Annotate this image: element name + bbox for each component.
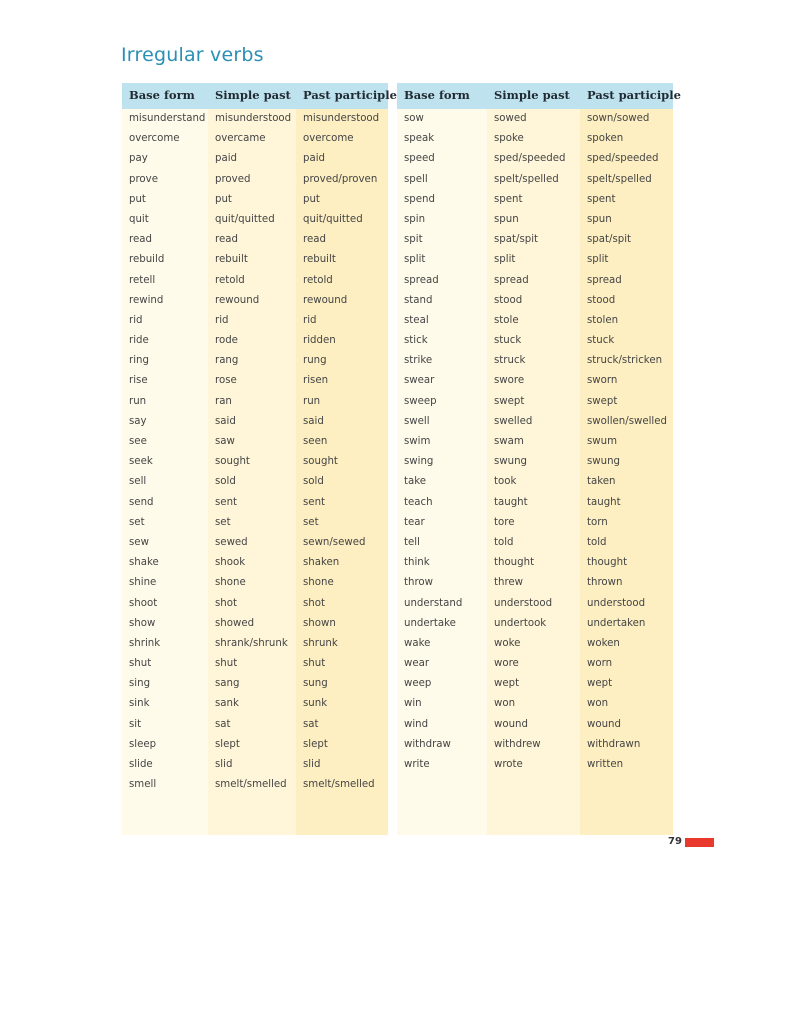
table-row <box>397 474 673 494</box>
past-participle-cell: split <box>587 254 609 266</box>
header-base-form: Base form <box>404 88 470 102</box>
simple-past-cell: stole <box>494 314 519 326</box>
table-row <box>397 515 673 535</box>
simple-past-cell: overcame <box>215 133 266 145</box>
simple-past-cell: spun <box>494 213 519 225</box>
past-participle-cell: sown/sowed <box>587 113 650 124</box>
table-row <box>122 151 388 171</box>
base-form-cell: split <box>404 254 426 266</box>
base-form-cell: shake <box>129 557 159 569</box>
base-form-cell: slide <box>129 759 153 770</box>
table-row <box>122 333 388 353</box>
past-participle-cell: told <box>587 536 607 548</box>
past-participle-cell: risen <box>303 375 329 387</box>
base-form-cell: rid <box>129 314 143 326</box>
base-form-cell: spend <box>404 193 435 205</box>
table-row <box>122 172 388 192</box>
simple-past-cell: put <box>215 193 232 205</box>
base-form-cell: wind <box>404 718 429 730</box>
table-row <box>397 353 673 373</box>
simple-past-cell: read <box>215 234 238 246</box>
base-form-cell: strike <box>404 355 433 367</box>
base-form-cell: sink <box>129 698 150 710</box>
past-participle-cell: swung <box>587 456 621 468</box>
past-participle-cell: shut <box>303 658 326 670</box>
table-row <box>122 414 388 434</box>
base-form-cell: tell <box>404 536 420 548</box>
base-form-cell: wake <box>404 637 431 649</box>
past-participle-cell: sunk <box>303 698 328 710</box>
past-participle-cell: taught <box>587 496 621 508</box>
table-row <box>122 535 388 555</box>
table-row <box>122 192 388 212</box>
base-form-cell: wear <box>404 658 430 670</box>
table-row <box>122 575 388 595</box>
table-row <box>397 454 673 474</box>
past-participle-cell: sold <box>303 476 324 488</box>
past-participle-cell: written <box>587 759 624 770</box>
simple-past-cell: spelt/spelled <box>494 173 559 185</box>
simple-past-cell: rebuilt <box>215 254 248 266</box>
simple-past-cell: sang <box>215 678 240 690</box>
table-row <box>122 555 388 575</box>
past-participle-cell: sat <box>303 718 319 730</box>
table-row <box>122 737 388 757</box>
table-row <box>122 515 388 535</box>
past-participle-cell: put <box>303 193 320 205</box>
table-row <box>397 151 673 171</box>
simple-past-cell: shook <box>215 557 246 569</box>
base-form-cell: overcome <box>129 133 180 145</box>
table-row <box>122 696 388 716</box>
base-form-cell: say <box>129 415 147 427</box>
simple-past-cell: wore <box>494 658 519 670</box>
simple-past-cell: thought <box>494 557 535 569</box>
simple-past-cell: took <box>494 476 517 488</box>
table-row <box>122 373 388 393</box>
base-form-cell: shine <box>129 577 157 589</box>
table-row <box>122 777 388 797</box>
table-row <box>397 636 673 656</box>
past-participle-cell: stolen <box>587 314 619 326</box>
table-row <box>397 737 673 757</box>
table-row <box>122 131 388 151</box>
base-form-cell: spit <box>404 234 423 246</box>
base-form-cell: swing <box>404 456 434 468</box>
past-participle-cell: wound <box>587 718 621 730</box>
simple-past-cell: sped/speeded <box>494 153 566 165</box>
table-row <box>397 111 673 131</box>
table-row <box>397 575 673 595</box>
past-participle-cell: stuck <box>587 335 615 347</box>
table-header <box>122 83 397 109</box>
simple-past-cell: taught <box>494 496 528 508</box>
base-form-cell: send <box>129 496 154 508</box>
table-row <box>397 273 673 293</box>
simple-past-cell: shrank/shrunk <box>215 637 288 649</box>
base-form-cell: run <box>129 395 147 407</box>
base-form-cell: steal <box>404 314 429 326</box>
table-body <box>122 111 388 797</box>
header-past-participle: Past participle <box>303 88 397 102</box>
base-form-cell: weep <box>404 678 432 690</box>
page-title: Irregular verbs <box>121 44 264 66</box>
table-row <box>397 434 673 454</box>
past-participle-cell: swum <box>587 436 618 447</box>
base-form-cell: swear <box>404 375 435 387</box>
header-base-form: Base form <box>129 88 195 102</box>
past-participle-cell: slid <box>303 759 321 770</box>
base-form-cell: speak <box>404 133 435 145</box>
base-form-cell: sow <box>404 113 424 124</box>
past-participle-cell: shot <box>303 597 325 609</box>
past-participle-cell: paid <box>303 153 326 165</box>
base-form-cell: sell <box>129 476 147 488</box>
past-participle-cell: torn <box>587 516 608 528</box>
base-form-cell: spin <box>404 213 426 225</box>
past-participle-cell: rewound <box>303 294 348 306</box>
simple-past-cell: swore <box>494 375 525 387</box>
simple-past-cell: shut <box>215 658 238 670</box>
simple-past-cell: slept <box>215 738 240 750</box>
simple-past-cell: wept <box>494 678 520 690</box>
header-past-participle: Past participle <box>587 88 681 102</box>
base-form-cell: rebuild <box>129 254 165 266</box>
table-row <box>397 495 673 515</box>
base-form-cell: swim <box>404 436 431 447</box>
table-row <box>122 232 388 252</box>
table-row <box>122 636 388 656</box>
table-row <box>397 212 673 232</box>
base-form-cell: set <box>129 516 145 528</box>
simple-past-cell: spent <box>494 193 523 205</box>
base-form-cell: swell <box>404 415 430 427</box>
past-participle-cell: spread <box>587 274 622 286</box>
simple-past-cell: ran <box>215 395 232 407</box>
past-participle-cell: retold <box>303 274 333 286</box>
table-row <box>122 454 388 474</box>
simple-past-cell: spoke <box>494 133 524 145</box>
table-row <box>397 676 673 696</box>
simple-past-cell: set <box>215 516 231 528</box>
simple-past-cell: understood <box>494 597 553 609</box>
table-row <box>397 394 673 414</box>
base-form-cell: sing <box>129 678 151 690</box>
simple-past-cell: spat/spit <box>494 234 539 246</box>
verb-table-left <box>122 83 397 835</box>
header-simple-past: Simple past <box>215 88 291 102</box>
base-form-cell: put <box>129 193 146 205</box>
past-participle-cell: rung <box>303 355 327 367</box>
table-row <box>397 293 673 313</box>
table-row <box>122 474 388 494</box>
past-participle-cell: shown <box>303 617 336 629</box>
table-row <box>397 757 673 777</box>
past-participle-cell: shone <box>303 577 334 589</box>
past-participle-cell: read <box>303 234 326 246</box>
past-participle-cell: smelt/smelled <box>303 779 375 791</box>
simple-past-cell: slid <box>215 759 233 770</box>
simple-past-cell: won <box>494 698 516 710</box>
simple-past-cell: shot <box>215 597 237 609</box>
base-form-cell: ride <box>129 335 149 347</box>
past-participle-cell: overcome <box>303 133 354 145</box>
table-row <box>397 555 673 575</box>
past-participle-cell: sped/speeded <box>587 153 659 165</box>
table-row <box>122 757 388 777</box>
table-header <box>397 83 681 109</box>
past-participle-cell: stood <box>587 294 616 306</box>
base-form-cell: smell <box>129 779 157 791</box>
simple-past-cell: threw <box>494 577 524 589</box>
table-row <box>122 111 388 131</box>
past-participle-cell: thought <box>587 557 628 569</box>
simple-past-cell: rewound <box>215 294 260 306</box>
table-row <box>122 676 388 696</box>
past-participle-cell: worn <box>587 658 613 670</box>
simple-past-cell: wound <box>494 718 528 730</box>
base-form-cell: think <box>404 557 430 569</box>
table-row <box>122 434 388 454</box>
simple-past-cell: stuck <box>494 335 522 347</box>
base-form-cell: shoot <box>129 597 158 609</box>
base-form-cell: retell <box>129 274 156 286</box>
table-row <box>397 131 673 151</box>
past-participle-cell: set <box>303 516 319 528</box>
table-row <box>122 313 388 333</box>
page-tab-marker <box>685 838 714 847</box>
table-row <box>122 656 388 676</box>
past-participle-cell: spent <box>587 193 616 205</box>
base-form-cell: show <box>129 617 156 629</box>
table-row <box>122 293 388 313</box>
table-row <box>397 717 673 737</box>
page-number: 79 <box>668 836 682 847</box>
past-participle-cell: withdrawn <box>587 738 641 750</box>
simple-past-cell: wrote <box>494 759 523 770</box>
simple-past-cell: sent <box>215 496 238 508</box>
table-row <box>397 313 673 333</box>
table-row <box>397 252 673 272</box>
simple-past-cell: misunderstood <box>215 113 292 124</box>
past-participle-cell: undertaken <box>587 617 646 629</box>
base-form-cell: sit <box>129 718 142 730</box>
table-row <box>397 656 673 676</box>
base-form-cell: take <box>404 476 427 488</box>
table-row <box>122 353 388 373</box>
simple-past-cell: struck <box>494 355 526 367</box>
simple-past-cell: undertook <box>494 617 547 629</box>
past-participle-cell: spat/spit <box>587 234 632 246</box>
table-row <box>122 394 388 414</box>
table-row <box>397 333 673 353</box>
simple-past-cell: sowed <box>494 113 527 124</box>
base-form-cell: misunderstand <box>129 113 206 124</box>
simple-past-cell: quit/quitted <box>215 213 275 225</box>
past-participle-cell: sewn/sewed <box>303 536 366 548</box>
table-row <box>397 696 673 716</box>
simple-past-cell: spread <box>494 274 529 286</box>
base-form-cell: write <box>404 759 430 770</box>
simple-past-cell: sank <box>215 698 239 710</box>
past-participle-cell: woken <box>587 637 620 649</box>
verb-table-right <box>397 83 681 835</box>
simple-past-cell: withdrew <box>494 738 541 750</box>
past-participle-cell: spelt/spelled <box>587 173 652 185</box>
base-form-cell: spell <box>404 173 428 185</box>
past-participle-cell: wept <box>587 678 613 690</box>
past-participle-cell: shaken <box>303 557 340 569</box>
base-form-cell: sleep <box>129 738 157 750</box>
simple-past-cell: showed <box>215 617 255 629</box>
simple-past-cell: sold <box>215 476 236 488</box>
simple-past-cell: sought <box>215 456 250 468</box>
past-participle-cell: struck/stricken <box>587 355 663 367</box>
base-form-cell: quit <box>129 213 149 225</box>
simple-past-cell: rang <box>215 355 239 367</box>
base-form-cell: shut <box>129 658 152 670</box>
table-row <box>397 616 673 636</box>
simple-past-cell: said <box>215 415 236 427</box>
simple-past-cell: swept <box>494 395 525 407</box>
base-form-cell: pay <box>129 153 148 165</box>
base-form-cell: throw <box>404 577 433 589</box>
base-form-cell: undertake <box>404 617 456 629</box>
base-form-cell: ring <box>129 355 149 367</box>
past-participle-cell: rid <box>303 314 317 326</box>
table-row <box>122 495 388 515</box>
past-participle-cell: sworn <box>587 375 618 387</box>
simple-past-cell: tore <box>494 516 515 528</box>
table-body <box>397 111 673 777</box>
past-participle-cell: spoken <box>587 133 624 145</box>
past-participle-cell: run <box>303 395 321 407</box>
table-row <box>397 232 673 252</box>
table-row <box>122 212 388 232</box>
past-participle-cell: quit/quitted <box>303 213 363 225</box>
past-participle-cell: swept <box>587 395 618 407</box>
past-participle-cell: thrown <box>587 577 623 589</box>
table-row <box>397 414 673 434</box>
simple-past-cell: swam <box>494 436 524 447</box>
simple-past-cell: split <box>494 254 516 266</box>
simple-past-cell: rode <box>215 335 238 347</box>
simple-past-cell: sewed <box>215 536 248 548</box>
past-participle-cell: sought <box>303 456 338 468</box>
past-participle-cell: said <box>303 415 324 427</box>
base-form-cell: rise <box>129 375 148 387</box>
base-form-cell: teach <box>404 496 433 508</box>
past-participle-cell: ridden <box>303 335 336 347</box>
past-participle-cell: sung <box>303 678 328 690</box>
base-form-cell: seek <box>129 456 153 468</box>
base-form-cell: sew <box>129 536 149 548</box>
table-row <box>122 273 388 293</box>
base-form-cell: read <box>129 234 152 246</box>
past-participle-cell: won <box>587 698 609 710</box>
table-row <box>397 373 673 393</box>
past-participle-cell: taken <box>587 476 616 488</box>
base-form-cell: understand <box>404 597 463 609</box>
table-row <box>122 717 388 737</box>
base-form-cell: speed <box>404 153 435 165</box>
simple-past-cell: swung <box>494 456 528 468</box>
base-form-cell: win <box>404 698 422 710</box>
simple-past-cell: sat <box>215 718 231 730</box>
past-participle-cell: seen <box>303 436 328 447</box>
table-row <box>397 192 673 212</box>
table-row <box>397 172 673 192</box>
base-form-cell: sweep <box>404 395 437 407</box>
simple-past-cell: retold <box>215 274 245 286</box>
base-form-cell: shrink <box>129 637 161 649</box>
past-participle-cell: spun <box>587 213 612 225</box>
past-participle-cell: shrunk <box>303 637 338 649</box>
table-row <box>122 252 388 272</box>
simple-past-cell: paid <box>215 153 238 165</box>
base-form-cell: stick <box>404 335 428 347</box>
simple-past-cell: smelt/smelled <box>215 779 287 791</box>
past-participle-cell: sent <box>303 496 326 508</box>
past-participle-cell: swollen/swelled <box>587 415 667 427</box>
past-participle-cell: misunderstood <box>303 113 380 124</box>
simple-past-cell: told <box>494 536 514 548</box>
past-participle-cell: slept <box>303 738 328 750</box>
past-participle-cell: understood <box>587 597 646 609</box>
table-row <box>397 535 673 555</box>
base-form-cell: stand <box>404 294 433 306</box>
base-form-cell: rewind <box>129 294 164 306</box>
simple-past-cell: stood <box>494 294 523 306</box>
base-form-cell: spread <box>404 274 439 286</box>
simple-past-cell: proved <box>215 173 251 185</box>
simple-past-cell: rid <box>215 314 229 326</box>
base-form-cell: see <box>129 436 147 447</box>
base-form-cell: prove <box>129 173 158 185</box>
simple-past-cell: woke <box>494 637 521 649</box>
simple-past-cell: rose <box>215 375 237 387</box>
simple-past-cell: saw <box>215 436 235 447</box>
past-participle-cell: proved/proven <box>303 173 378 185</box>
simple-past-cell: shone <box>215 577 246 589</box>
simple-past-cell: swelled <box>494 415 533 427</box>
base-form-cell: withdraw <box>404 738 451 750</box>
table-row <box>122 616 388 636</box>
table-row <box>122 596 388 616</box>
past-participle-cell: rebuilt <box>303 254 336 266</box>
table-row <box>397 596 673 616</box>
header-simple-past: Simple past <box>494 88 570 102</box>
base-form-cell: tear <box>404 516 425 528</box>
